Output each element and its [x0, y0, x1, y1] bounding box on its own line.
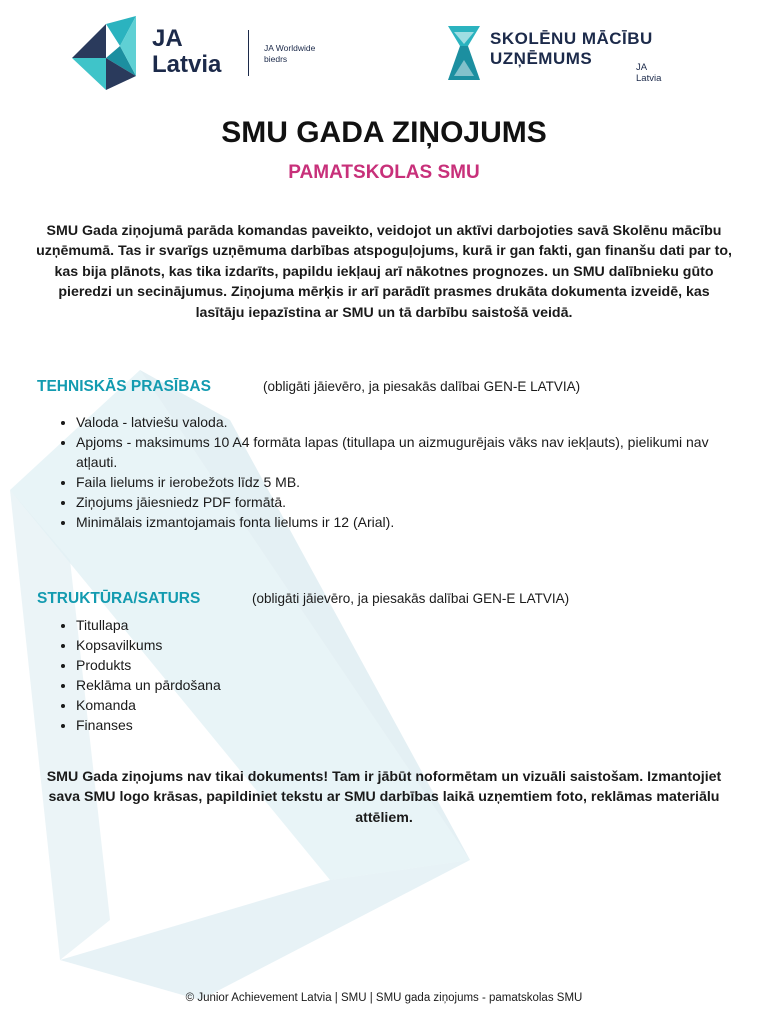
- list-item: • Minimālais izmantojamais fonta lielums ir 12 (Arial).: [76, 512, 736, 532]
- logo-divider: [248, 30, 249, 76]
- ja-latvia-logo: [72, 16, 372, 92]
- list-item: • Titullapa: [76, 615, 476, 635]
- list-item: • Valoda - latviešu valoda.: [76, 412, 736, 432]
- smu-ja-line1: JA: [636, 62, 648, 73]
- smu-ja-latvia-mark: [636, 62, 661, 84]
- ja-logo-line2: Latvia: [152, 51, 222, 78]
- smu-logo-line1: SKOLĒNU MĀCĪBU: [490, 29, 653, 48]
- list-item: • Komanda: [76, 695, 476, 715]
- closing-paragraph: SMU Gada ziņojums nav tikai dokuments! Tam ir jābūt noformētam un vizuāli saistošam. Izmantojiet sava SMU logo krāsas, papildiniet tekstu ar SMU darbības laikā uzņemtiem foto, reklāmas materiālu attēliem.: [46, 769, 722, 826]
- tagline-line2: biedrs: [264, 54, 288, 64]
- structure-heading: STRUKTŪRA/SATURS: [37, 590, 201, 607]
- list-item: • Reklāma un pārdošana: [76, 675, 476, 695]
- hourglass-icon: [446, 24, 482, 82]
- smu-logo-text: [490, 29, 653, 69]
- structure-note: (obligāti jāievēro, ja piesakās dalībai GEN-E LATVIA): [252, 591, 570, 606]
- page-subtitle: PAMATSKOLAS SMU: [288, 162, 480, 183]
- list-item: • Finanses: [76, 715, 476, 735]
- smu-ja-line2: Latvia: [636, 73, 662, 84]
- list-item: • Produkts: [76, 655, 476, 675]
- structure-list: [48, 615, 476, 735]
- technical-list: [48, 412, 736, 532]
- technical-heading: TEHNISKĀS PRASĪBAS: [37, 378, 211, 395]
- list-item: • Ziņojums jāiesniedz PDF formātā.: [76, 492, 736, 512]
- tagline-line1: JA Worldwide: [264, 43, 316, 53]
- intro-paragraph: SMU Gada ziņojumā parāda komandas paveikto, veidojot un aktīvi darbojoties savā Skolēnu mācību uzņēmumā. Tas ir svarīgs uzņēmuma darbības atspoguļojums, kurā ir gan fakti, gan finanšu dati par to, kas bija plānots, kas tika izdarīts, papildu iekļauj arī nākotnes prognozes. un SMU dalībnieku gūto pieredzi un secinājumus. Ziņojuma mērķis ir arī parādīt prasmes drukāta dokumenta izveidē, kas lasītāju iepazīstina ar SMU un tā darbību saistošā veidā.: [36, 223, 732, 321]
- list-item: • Faila lielums ir ierobežots līdz 5 MB.: [76, 472, 736, 492]
- page-footer: © Junior Achievement Latvia | SMU | SMU gada ziņojums - pamatskolas SMU: [185, 992, 583, 1004]
- smu-logo-line2: UZŅĒMUMS: [490, 49, 593, 68]
- page-title: SMU GADA ZIŅOJUMS: [221, 116, 547, 149]
- list-item: • Apjoms - maksimums 10 A4 formāta lapas (titullapa un aizmugurējais vāks nav iekļauts), pielikumi nav atļauti.: [76, 432, 736, 472]
- ja-logo-text: [152, 26, 221, 78]
- technical-note: (obligāti jāievēro, ja piesakās dalībai GEN-E LATVIA): [263, 379, 581, 394]
- ja-worldwide-tagline: [264, 43, 315, 65]
- list-item: • Kopsavilkums: [76, 635, 476, 655]
- smu-logo: [446, 24, 706, 86]
- ja-logo-line1: JA: [152, 25, 183, 52]
- ja-triangle-mark-icon: [72, 16, 142, 92]
